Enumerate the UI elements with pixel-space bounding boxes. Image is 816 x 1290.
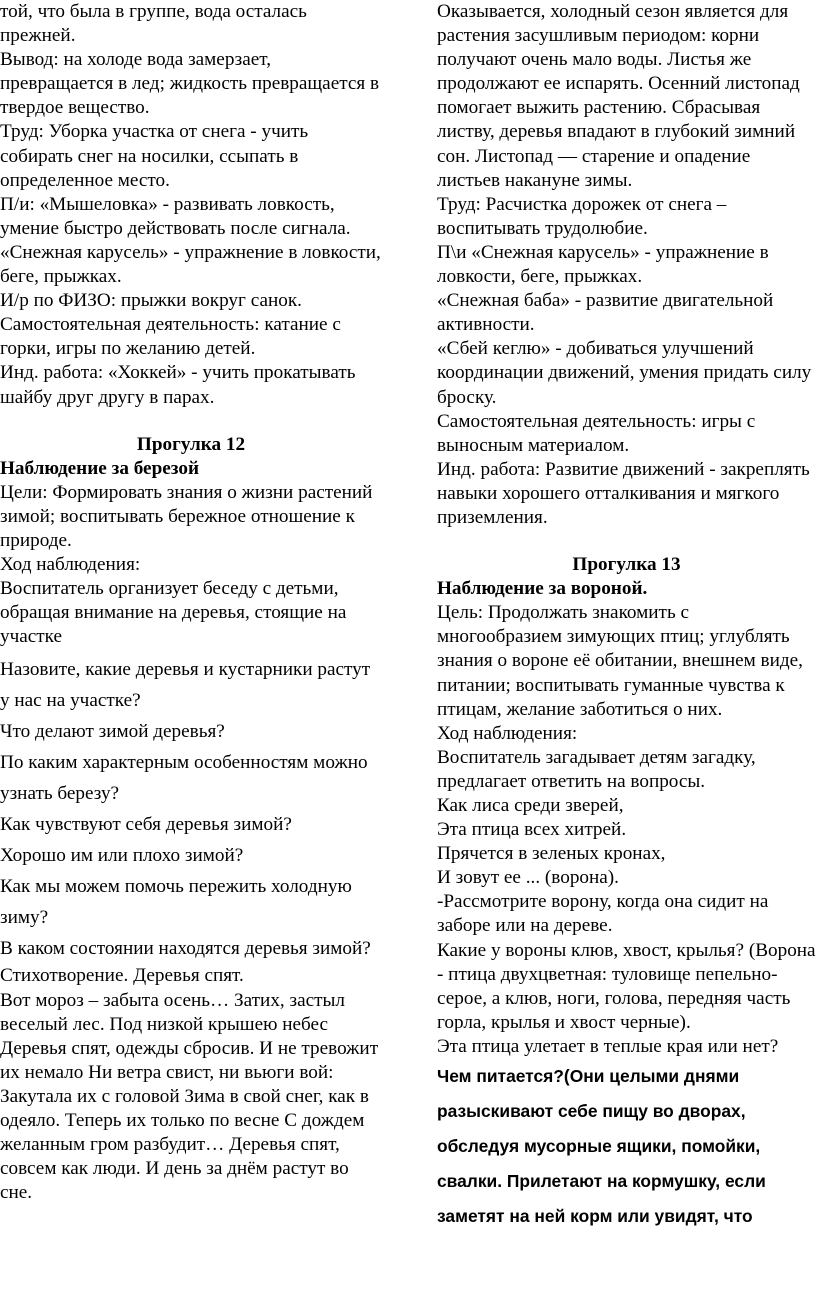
- outdoor-game: П\и «Снежная карусель» - упражнение в ловкости, беге, прыжках.: [437, 241, 769, 288]
- right-column: [437, 0, 816, 1234]
- goal: Цель: Продолжать знакомить с многообразием зимующих птиц; углублять знания о вороне её обитании, внешнем виде, питании; воспитывать гуманные чувства к птицам, желание заботиться о них.: [437, 602, 803, 720]
- question: Что делают зимой деревья?: [0, 721, 225, 743]
- observation-title: Наблюдение за вороной.: [437, 578, 648, 600]
- question: Как мы можем помочь пережить холодную зиму?: [0, 876, 352, 929]
- course-label: Ход наблюдения:: [0, 554, 141, 576]
- walk-13-title: Прогулка 13: [572, 554, 681, 576]
- food-question: Чем питается?(Они целыми днями разыскивают себе пищу во дворах, обследуя мусорные ящики, помойки, свалки. Прилетают на кормушку, если заметят на ней корм или увидят, что: [437, 1066, 766, 1227]
- riddle-line: Прячется в зеленых кронах,: [437, 843, 666, 865]
- game: «Сбей кеглю» - добиваться улучшений координации движений, умения придать силу броску.: [437, 338, 812, 408]
- question: Эта птица улетает в теплые края или нет?: [437, 1035, 779, 1057]
- question-answer: Какие у вороны клюв, хвост, крылья? (Ворона - птица двухцветная: туловище пепельно-серое, а клюв, ноги, голова, передняя часть горла, крылья и хвост черные).: [437, 939, 816, 1033]
- individual-work: Инд. работа: «Хоккей» - учить прокатывать шайбу друг другу в парах.: [0, 362, 356, 408]
- walk-12-title: Прогулка 12: [136, 433, 246, 455]
- independent-activity: Самостоятельная деятельность: игры с выносным материалом.: [437, 410, 756, 456]
- conclusion: Вывод: на холоде вода замерзает, превращается в лед; жидкость превращается в твердое вещество.: [0, 49, 380, 119]
- paragraph: той, что была в группе, вода осталась прежней.: [0, 1, 307, 47]
- question: Как чувствуют себя деревья зимой?: [0, 814, 292, 836]
- paragraph: Оказывается, холодный сезон является для растения засушливым периодом: корни получают очень мало воды. Листья же продолжают ее испарять. Осенний листопад помогает выжить растению. Сбрасывая листву, деревья впадают в глубокий зимний сон. Листопад — старение и опадение листьев накануне зимы.: [437, 1, 800, 191]
- question: В каком состоянии находятся деревья зимой?: [0, 938, 371, 960]
- course-label: Ход наблюдения:: [437, 722, 578, 744]
- labor-activity: Труд: Уборка участка от снега - учить собирать снег на носилки, ссыпать в определенное место.: [0, 121, 309, 191]
- poem-text: Вот мороз – забыта осень… Затих, застыл веселый лес. Под низкой крышею небес Деревья спят, одежды сбросив. И не тревожит их немало Ни ветра свист, ни вьюги вой: Закутала их с головой Зима в свой снег, как в одеяло. Теперь их только по весне С дождем желанным гром разбудит… Деревья спят, совсем как люди. И день за днём растут во сне.: [0, 989, 379, 1204]
- question: Хорошо им или плохо зимой?: [0, 845, 244, 867]
- riddle-line: Эта птица всех хитрей.: [437, 819, 627, 841]
- course-text: Воспитатель загадывает детям загадку, предлагает ответить на вопросы.: [437, 746, 756, 792]
- instruction: -Рассмотрите ворону, когда она сидит на заборе или на дереве.: [437, 891, 769, 937]
- left-column: [0, 0, 382, 1205]
- pe-individual-work: И/р по ФИЗО: прыжки вокруг санок.: [0, 290, 302, 312]
- exercise: «Снежная карусель» - упражнение в ловкости, беге, прыжках.: [0, 241, 381, 288]
- independent-activity: Самостоятельная деятельность: катание с горки, игры по желанию детей.: [0, 314, 341, 360]
- riddle-line: И зовут ее ... (ворона).: [437, 867, 619, 889]
- question: Назовите, какие деревья и кустарники растут у нас на участке?: [0, 659, 371, 712]
- question: По каким характерным особенностям можно узнать березу?: [0, 752, 368, 805]
- individual-work: Инд. работа: Развитие движений - закреплять навыки хорошего отталкивания и мягкого приземления.: [437, 458, 810, 528]
- course-text: Воспитатель организует беседу с детьми, обращая внимание на деревья, стоящие на участке: [0, 578, 347, 648]
- riddle-line: Как лиса среди зверей,: [437, 795, 624, 816]
- poem-title: Стихотворение. Деревья спят.: [0, 965, 244, 987]
- outdoor-game: П/и: «Мышеловка» - развивать ловкость, умение быстро действовать после сигнала.: [0, 193, 351, 239]
- labor-activity: Труд: Расчистка дорожек от снега – воспитывать трудолюбие.: [437, 193, 727, 239]
- observation-title: Наблюдение за березой: [0, 457, 200, 479]
- goals: Цели: Формировать знания о жизни растений зимой; воспитывать бережное отношение к природе.: [0, 481, 373, 551]
- game: «Снежная баба» - развитие двигательной активности.: [437, 290, 774, 336]
